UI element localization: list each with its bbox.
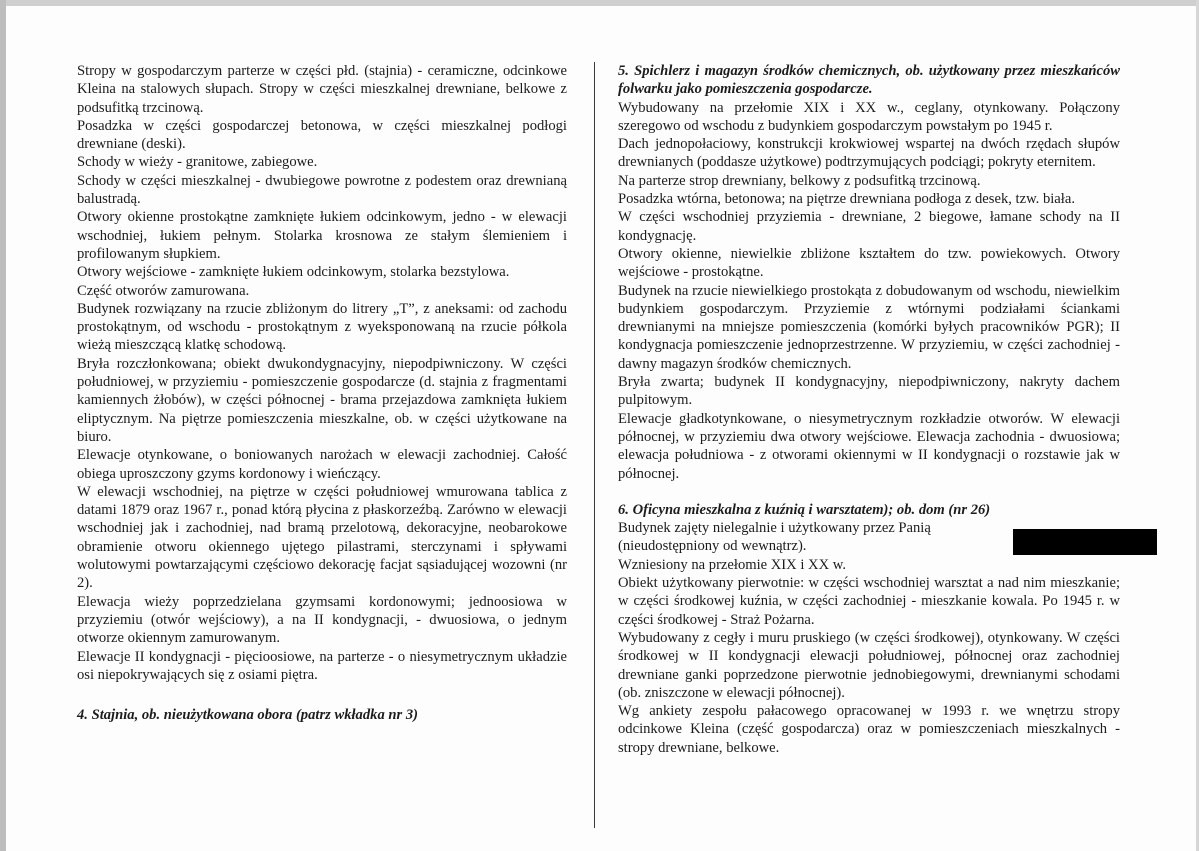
paragraph: Elewacje II kondygnacji - pięcioosiowe, na parterze - o niesymetrycznym układzie osi niepokrywających się z osiami piętra. — [77, 648, 567, 683]
paragraph: Elewacje otynkowane, o boniowanych narożach w elewacji zachodniej. Całość obiega uproszczony gzyms kordonowy i wieńczący. — [77, 447, 567, 482]
paragraph: Część otworów zamurowana. — [77, 282, 250, 299]
paragraph: Bryła rozczłonkowana; obiekt dwukondygnacyjny, niepodpiwniczony. W części południowej, w przyziemiu - pomieszczenie gospodarcze (d. stajnia z fragmentami kamiennych żłobów), w części północnej - brama przejazdowa zamknięta łukiem eliptycznym. Na piętrze pomieszczenia mieszkalne, ob. w części użytkowane na biuro. — [77, 355, 567, 445]
paragraph: Wybudowany z cegły i muru pruskiego (w części środkowej), otynkowany. W części środkowej w II kondygnacji elewacji południowej, północnej oraz zachodniej drewniane ganki poprzedzone pierwotnie jednobiegowymi, drewnianymi schodami (ob. zniszczone w elewacji północnej). — [618, 629, 1120, 701]
paragraph: Dach jednopołaciowy, konstrukcji krokwiowej wspartej na dwóch rzędach słupów drewnianych (poddasze użytkowe) podtrzymujących podciągi; pokryty eternitem. — [618, 136, 1120, 171]
paragraph: Schody w wieży - granitowe, zabiegowe. — [77, 154, 318, 171]
paragraph: Stropy w gospodarczym parterze w części płd. (stajnia) - ceramiczne, odcinkowe Kleina na stalowych słupach. Stropy w części mieszkalnej drewniane, belkowe z podsufitką trzcinową. — [77, 63, 567, 116]
paragraph: W elewacji wschodniej, na piętrze w części południowej wmurowana tablica z datami 1879 oraz 1967 r., ponad którą płycina z płaskorzeźbą. Zarówno w elewacji wschodniej jak i zachodniej, nad bramą przelotową, dekoracyjne, neobarokowe obramienie otworu okiennego ujętego pilastrami, sterczynami i spływami wolutowymi powtarzającymi częściowo dekorację facjat sąsiadującej wozowni (nr 2). — [77, 483, 567, 592]
paragraph: Na parterze strop drewniany, belkowy z podsufitką trzcinową. — [618, 172, 981, 189]
paragraph: Budynek rozwiązany na rzucie zbliżonym do litrery „T”, z aneksami: od zachodu prostokątnym, od wschodu - prostokątnym z wyeksponowaną na rzucie półkola wieżą mieszczącą klatkę schodową. — [77, 300, 567, 354]
paragraph: Budynek na rzucie niewielkiego prostokąta z dobudowanym od wschodu, niewielkim budynkiem gospodarczym. Przyziemie z wtórnymi podziałami ściankami drewnianymi na mniejsze pomieszczenia (komórki byłych pracowników PGR); II kondygnacja pomieszczenie jednoprzestrzenne. W przyziemiu, w części zachodniej - dawny magazyn środków chemicznych. — [618, 282, 1120, 372]
occupant-sentence: Budynek zajęty nielegalnie i użytkowany przez Panią — [618, 520, 931, 537]
left-column — [77, 62, 567, 724]
scan-edge-top — [0, 0, 1199, 6]
paragraph: Bryła zwarta; budynek II kondygnacyjny, niepodpiwniczony, nakryty dachem pulpitowym. — [618, 374, 1120, 409]
paragraph: Otwory wejściowe - zamknięte łukiem odcinkowym, stolarka bezstylowa. — [77, 264, 510, 281]
redaction-bar — [1013, 529, 1157, 555]
paragraph: Posadzka w części gospodarczej betonowa, w części mieszkalnej podłogi drewniane (deski). — [77, 117, 567, 153]
paragraph: Otwory okienne prostokątne zamknięte łukiem odcinkowym, jedno - w elewacji wschodniej, łukiem pełnym. Stolarka krosnowa ze stałym ślemieniem i profilowanym słupkiem. — [77, 209, 567, 262]
paragraph: Posadzka wtórna, betonowa; na piętrze drewniana podłoga z desek, tzw. biała. — [618, 191, 1075, 208]
paragraph: Elewacja wieży poprzedzielana gzymsami kordonowymi; jednoosiowa w przyziemiu (otwór wejściowy), a na II kondygnacji, - dwuosiowa, o jednym otworze okiennym zamurowanym. — [77, 593, 567, 647]
right-column — [618, 62, 1120, 757]
paragraph: W części wschodniej przyziemia - drewniane, 2 biegowe, łamane schody na II kondygnację. — [618, 209, 1120, 244]
paragraph: Wybudowany na przełomie XIX i XX w., ceglany, otynkowany. Połączony szeregowo od wschodu z budynkiem gospodarczym powstałym po 1945 r. — [618, 99, 1120, 134]
column-divider — [594, 62, 595, 828]
paragraph: Elewacje gładkotynkowane, o niesymetrycznym rozkładzie otworów. W elewacji północnej, w przyziemiu dwa otwory wejściowe. Elewacja zachodnia - dwuosiowa; elewacja południowa - z otworami okiennymi w II kondygnacji o rozstawie jak w północnej. — [618, 410, 1120, 482]
paragraph: Wzniesiony na przełomie XIX i XX w. — [618, 556, 847, 573]
section-heading-4: 4. Stajnia, ob. nieużytkowana obora (patrz wkładka nr 3) — [77, 707, 418, 724]
paragraph: Wg ankiety zespołu pałacowego opracowanej w 1993 r. we wnętrzu stropy odcinkowe Kleina (część gospodarcza) oraz w pomieszczeniach mieszkalnych - stropy drewniane, belkowe. — [618, 703, 1120, 756]
scan-edge-left — [0, 0, 6, 851]
paragraph: Obiekt użytkowany pierwotnie: w części wschodniej warsztat a nad nim mieszkanie; w części środkowej kuźnia, w części zachodniej - mieszkanie kowala. Po 1945 r. w części środkowej - Straż Pożarna. — [618, 575, 1120, 628]
paragraph: Otwory okienne, niewielkie zbliżone kształtem do tzw. powiekowych. Otwory wejściowe - prostokątne. — [618, 245, 1120, 281]
section-heading-6: 6. Oficyna mieszkalna z kuźnią i warsztatem); ob. dom (nr 26) — [618, 501, 991, 518]
paragraph: Schody w części mieszkalnej - dwubiegowe powrotne z podestem oraz drewnianą balustradą. — [77, 172, 567, 208]
section-heading-5: 5. Spichlerz i magazyn środków chemicznych, ob. użytkowany przez mieszkańców folwarku jako pomieszczenia gospodarcze. — [618, 63, 1120, 98]
occupant-sentence-cont: (nieudostępniony od wewnątrz). — [618, 538, 807, 555]
